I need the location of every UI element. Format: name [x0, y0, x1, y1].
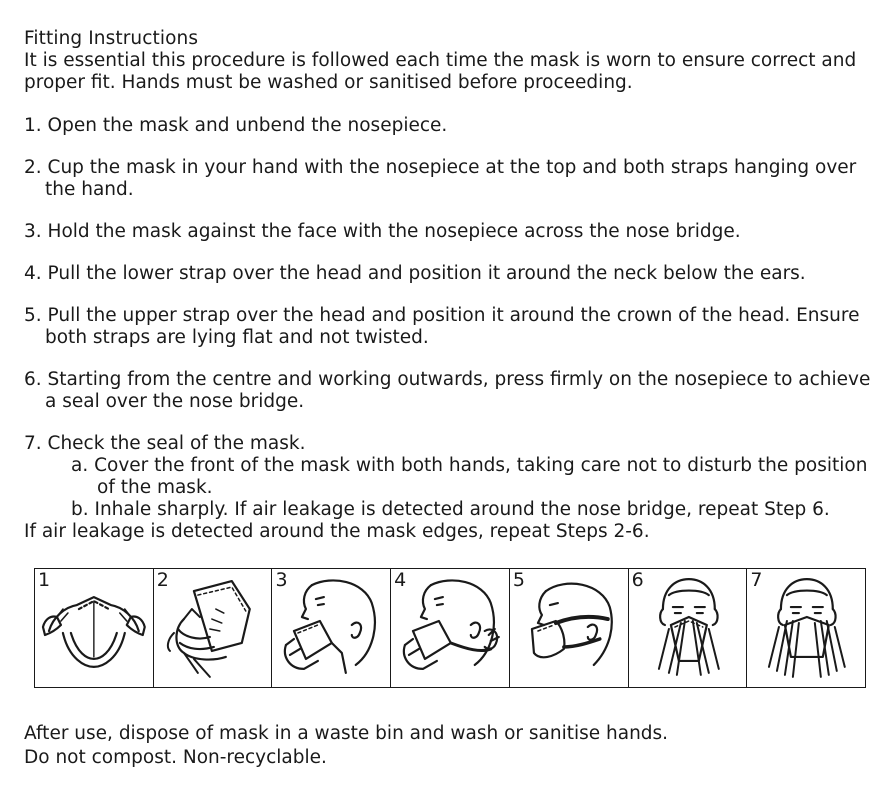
- panel-number: 5: [512, 569, 525, 591]
- panel-number: 3: [275, 569, 288, 591]
- illustration-panel-6: [629, 569, 748, 687]
- illustration-panel-2: [154, 569, 273, 687]
- step-7: [24, 433, 884, 521]
- open-mask-illustration: [35, 569, 153, 687]
- intro-paragraph: It is essential this procedure is followed each time the mask is worn to ensure correct and proper fit. Hands must be washed or sanitised before proceeding.: [24, 50, 857, 93]
- panel-number: 6: [631, 569, 644, 591]
- steps-list: [24, 115, 884, 521]
- illustration-panel-1: [35, 569, 154, 687]
- illustration-panel-4: [391, 569, 510, 687]
- illustration-panel-5: [510, 569, 629, 687]
- step-3: 3. Hold the mask against the face with the nosepiece across the nose bridge.: [24, 221, 741, 242]
- step-7-substep-b: b. Inhale sharply. If air leakage is detected around the nose bridge, repeat Step 6.: [71, 499, 830, 520]
- panel-number: 7: [750, 569, 763, 591]
- step-1: 1. Open the mask and unbend the nosepiece.: [24, 115, 448, 136]
- disposal-footer: [24, 722, 668, 770]
- step-2: 2. Cup the mask in your hand with the nosepiece at the top and both straps hanging over the hand.: [24, 157, 857, 200]
- step-7-text: 7. Check the seal of the mask.: [24, 433, 306, 454]
- fitting-illustration-strip: [34, 568, 866, 688]
- illustration-panel-3: [272, 569, 391, 687]
- seal-check-illustration: [747, 569, 865, 687]
- panel-number: 4: [394, 569, 407, 591]
- footer-line-1: After use, dispose of mask in a waste bin and wash or sanitise hands.: [24, 723, 669, 744]
- panel-number: 2: [156, 569, 169, 591]
- step-7-substep-a: a. Cover the front of the mask with both hands, taking care not to disturb the position of the mask.: [71, 455, 868, 498]
- cupped-mask-illustration: [154, 569, 272, 687]
- step-5: 5. Pull the upper strap over the head and position it around the crown of the head. Ensure both straps are lying flat and not twisted.: [24, 305, 860, 348]
- upper-strap-illustration: [510, 569, 628, 687]
- footer-line-2: Do not compost. Non-recyclable.: [24, 747, 327, 768]
- document-title: Fitting Instructions: [24, 28, 199, 49]
- illustration-panel-7: [747, 569, 865, 687]
- step-4: 4. Pull the lower strap over the head and position it around the neck below the ears.: [24, 263, 806, 284]
- step-7-substeps: [45, 455, 884, 521]
- panel-number: 1: [38, 569, 51, 591]
- instructions-document: [24, 28, 884, 543]
- step-6: 6. Starting from the centre and working outwards, press firmly on the nosepiece to achieve a seal over the nose bridge.: [24, 369, 871, 412]
- lower-strap-illustration: [391, 569, 509, 687]
- press-nosepiece-illustration: [629, 569, 747, 687]
- mask-on-face-illustration: [272, 569, 390, 687]
- leakage-note: If air leakage is detected around the mask edges, repeat Steps 2-6.: [24, 521, 650, 542]
